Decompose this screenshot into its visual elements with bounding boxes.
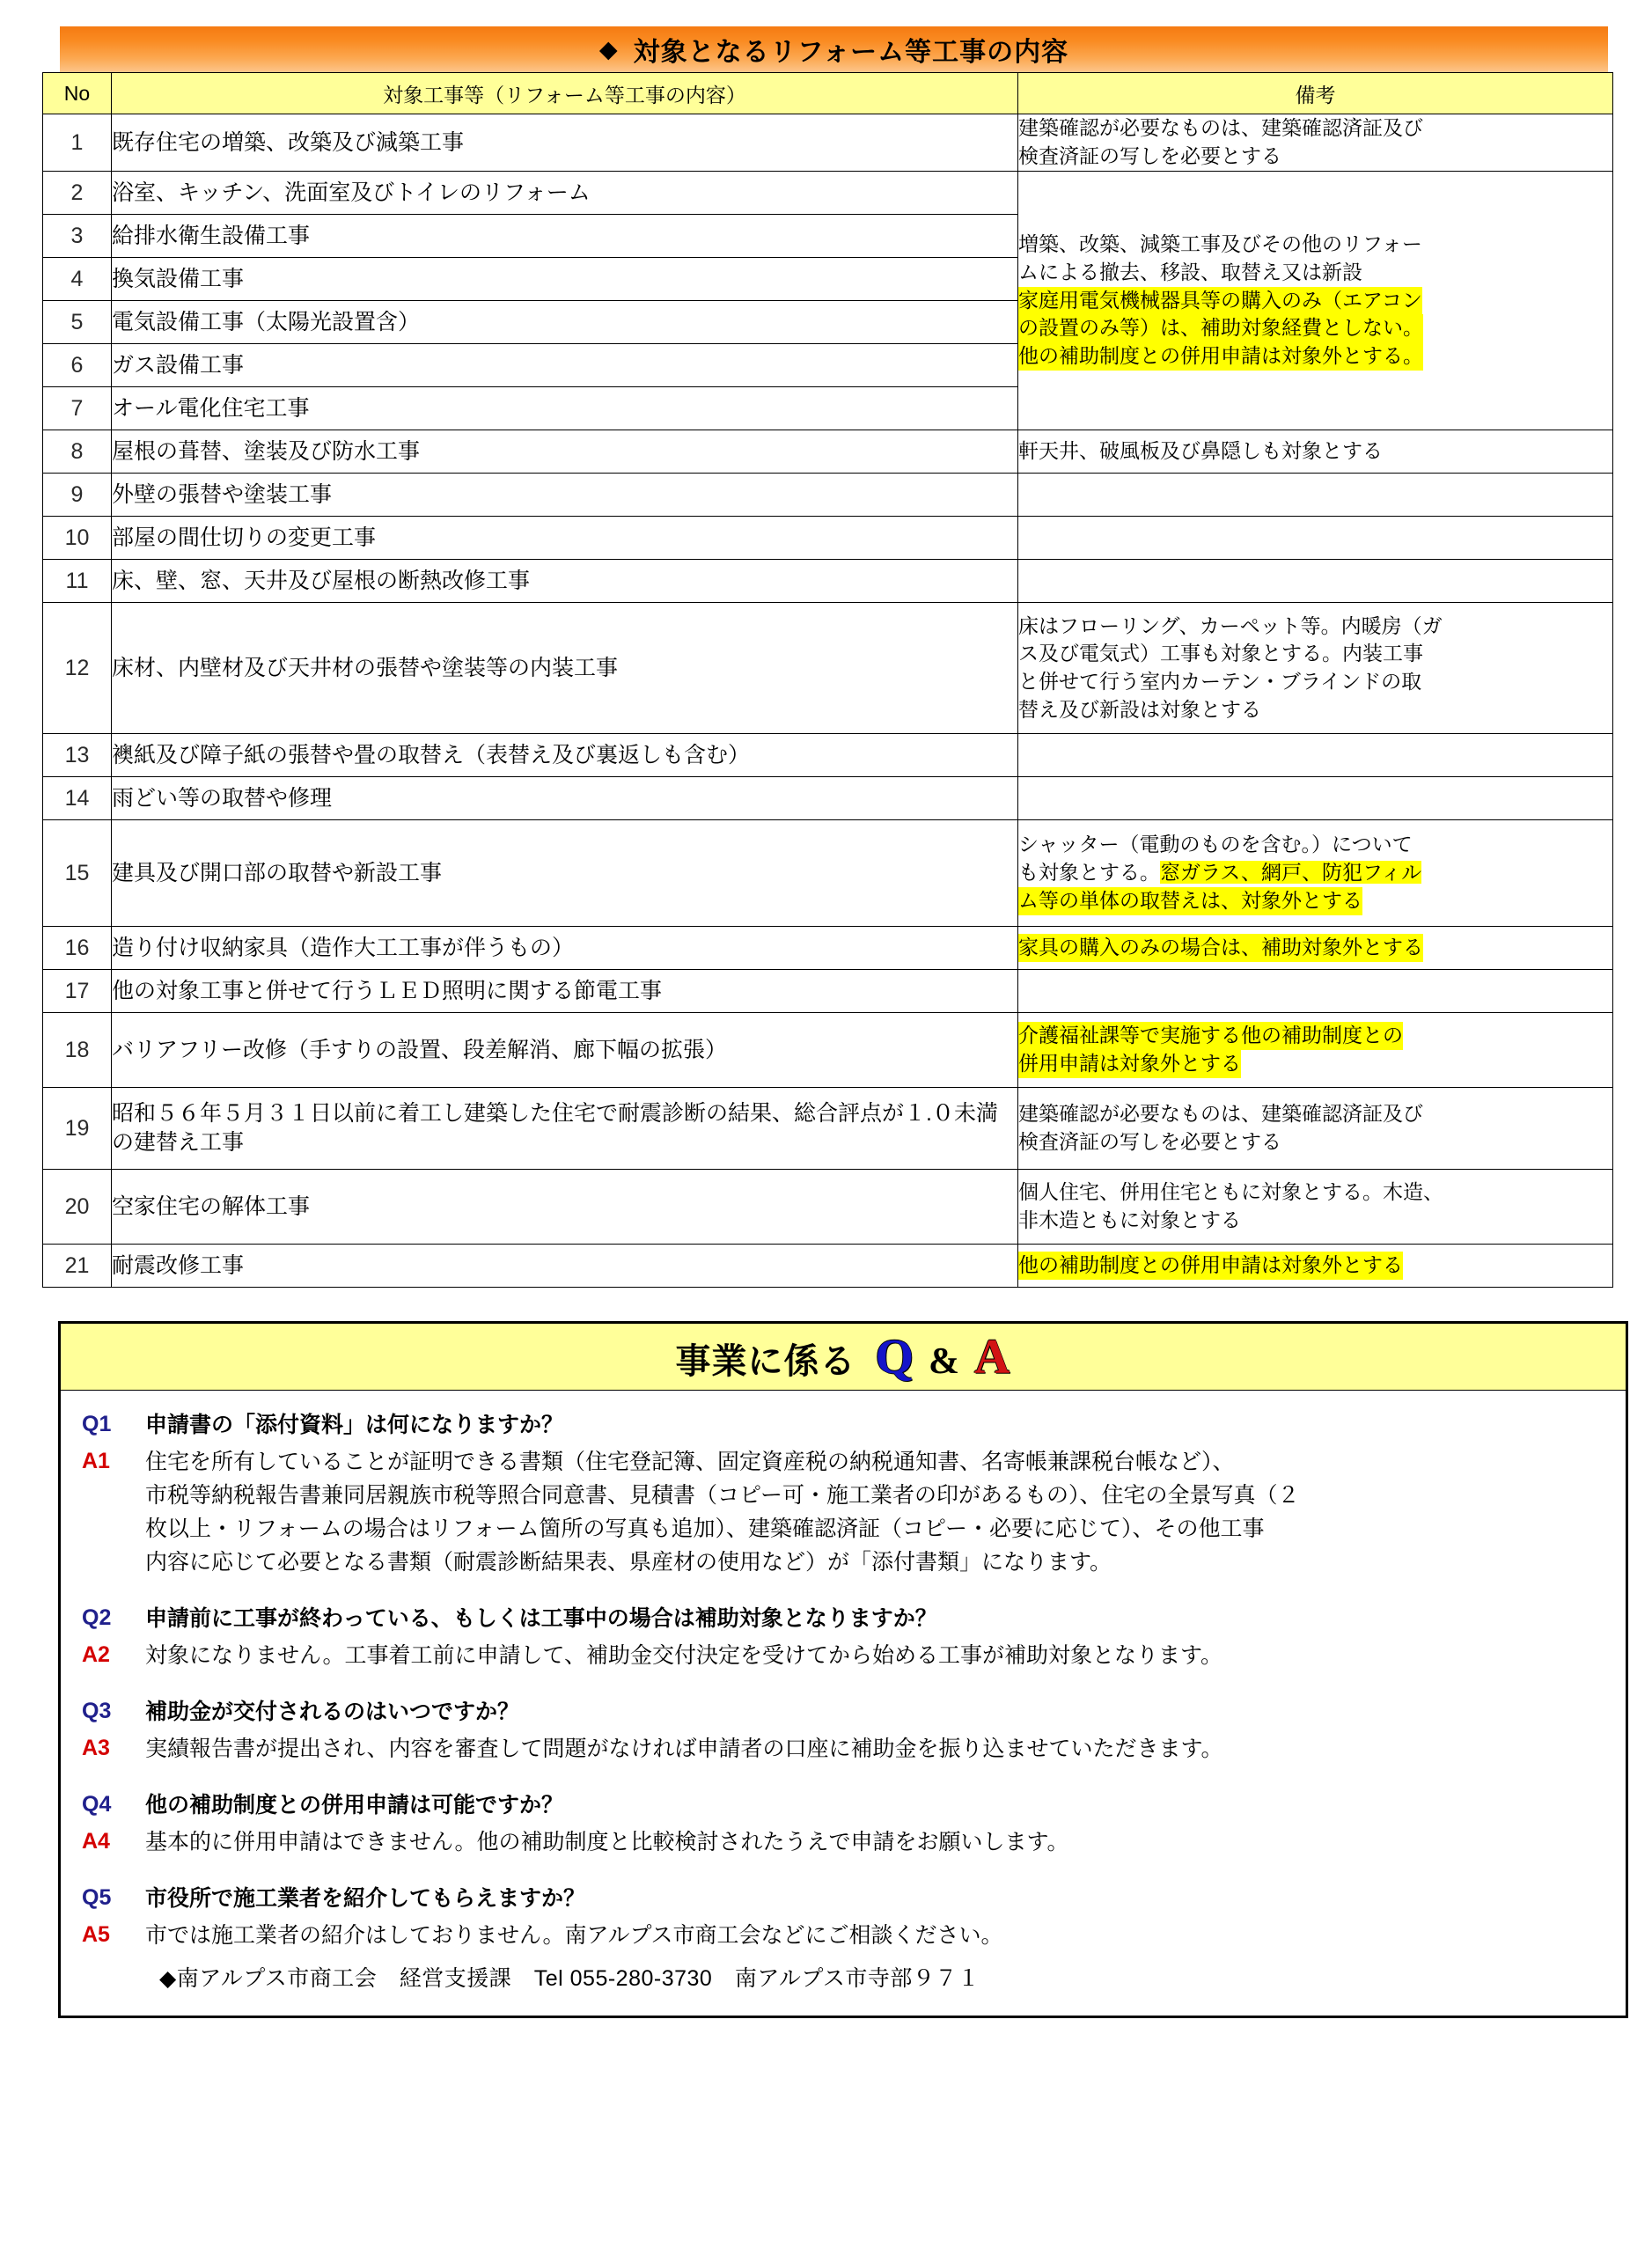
qa-header-label: 事業に係る [675,1341,856,1381]
row-note-empty [1018,734,1613,777]
row-no: 2 [43,172,112,215]
qa-answer-row [82,1732,1604,1766]
qa-header [61,1324,1626,1391]
diamond-icon: ◆ [598,35,618,62]
q-text: 市役所で施工業者を紹介してもらえますか？ [145,1886,586,1911]
row-work: 外壁の張替や塗装工事 [112,474,1018,517]
qa-header-q: Q [875,1329,915,1384]
table-row [43,1088,1613,1170]
contact-line: ◆南アルプス市商工会 経営支援課 Tel 055-280-3730 南アルプス市寺部９７１ [159,1966,980,1991]
row-work: 屋根の葺替、塗装及び防水工事 [112,430,1018,474]
row-note-empty [1018,474,1613,517]
qa-answer-row [82,1445,1604,1579]
row-no: 4 [43,258,112,301]
row-work: 床、壁、窓、天井及び屋根の断熱改修工事 [112,560,1018,603]
row-work: 他の対象工事と併せて行うＬＥＤ照明に関する節電工事 [112,970,1018,1013]
row-note-merged: 増築、改築、減築工事及びその他のリフォー ムによる撤去、移設、取替え又は新設 家庭用電気機械器具等の購入のみ（エアコン の設置のみ等）は、補助対象経費としない。 他の補助制度との併用申請は対象外とする。 [1018,172,1613,430]
row-no: 21 [43,1245,112,1288]
row-no: 6 [43,344,112,387]
a-text: 住宅を所有していることが証明できる書類（住宅登記簿、固定資産税の納税通知書、名寄帳兼課税台帳など）、 市税等納税報告書兼同居親族市税等照合同意書、見積書（コピー可・施工業者の印があるもの）、住宅の全景写真（２ 枚以上・リフォームの場合はリフォーム箇所の写真も追加）、建築確認済証（コピー・必要に応じて）、その他工事 内容に応じて必要となる書類（耐震診断結果表、県産材の使用など）が「添付書類」になります。 [145,1450,1300,1575]
a-text: 基本的に併用申請はできません。他の補助制度と比較検討されたうえで申請をお願いします。 [145,1830,1069,1854]
row-work: 造り付け収納家具（造作大工工事が伴うもの） [112,927,1018,970]
a-tag: A5 [82,1922,110,1947]
q-tag: Q2 [82,1605,112,1630]
qa-item [82,1695,1604,1766]
row-work: 換気設備工事 [112,258,1018,301]
row-no: 15 [43,820,112,927]
row-note: 他の補助制度との併用申請は対象外とする [1018,1245,1613,1288]
table-row [43,927,1613,970]
table-row [43,560,1613,603]
row-no: 11 [43,560,112,603]
banner-title: 対象となるリフォーム等工事の内容 [633,38,1069,67]
row-note: 建築確認が必要なものは、建築確認済証及び 検査済証の写しを必要とする [1018,1088,1613,1170]
row-note: 介護福祉課等で実施する他の補助制度との 併用申請は対象外とする [1018,1013,1613,1088]
qa-section [58,1321,1628,2018]
qa-question-row [82,1408,1604,1442]
table-row [43,970,1613,1013]
row-no: 3 [43,215,112,258]
row-no: 8 [43,430,112,474]
row-work: バリアフリー改修（手すりの設置、段差解消、廊下幅の拡張） [112,1013,1018,1088]
row-no: 13 [43,734,112,777]
row-work: 給排水衛生設備工事 [112,215,1018,258]
a-tag: A4 [82,1829,110,1854]
table-row [43,1013,1613,1088]
a-text: 市では施工業者の紹介はしておりません。南アルプス市商工会などにご相談ください。 [145,1923,1003,1948]
section-banner [60,26,1608,72]
q-text: 他の補助制度との併用申請は可能ですか？ [145,1793,564,1817]
row-note-empty [1018,777,1613,820]
qa-question-row [82,1602,1604,1635]
qa-item [82,1788,1604,1859]
table-row [43,517,1613,560]
qa-answer-row [82,1825,1604,1859]
table-row [43,734,1613,777]
qa-question-row [82,1882,1604,1915]
row-note: 個人住宅、併用住宅ともに対象とする。木造、 非木造ともに対象とする [1018,1170,1613,1245]
a-tag: A3 [82,1736,110,1760]
row-work: オール電化住宅工事 [112,387,1018,430]
table-row [43,430,1613,474]
table-row [43,603,1613,734]
row-work: 襖紙及び障子紙の張替や畳の取替え（表替え及び裏返しも含む） [112,734,1018,777]
a-tag: A2 [82,1642,110,1667]
column-header-work: 対象工事等（リフォーム等工事の内容） [112,73,1018,114]
row-note-empty [1018,970,1613,1013]
qa-body [61,1391,1626,2016]
table-row [43,172,1613,215]
row-no: 14 [43,777,112,820]
a-text: 対象になりません。工事着工前に申請して、補助金交付決定を受けてから始める工事が補助対象となります。 [145,1643,1223,1668]
row-note: シャッター（電動のものを含む。）について も対象とする。窓ガラス、網戸、防犯フィル ム等の単体の取替えは、対象外とする [1018,820,1613,927]
row-no: 1 [43,114,112,172]
row-note: 建築確認が必要なものは、建築確認済証及び 検査済証の写しを必要とする [1018,114,1613,172]
row-work: 空家住宅の解体工事 [112,1170,1018,1245]
row-work: 浴室、キッチン、洗面室及びトイレのリフォーム [112,172,1018,215]
row-no: 16 [43,927,112,970]
table-row [43,474,1613,517]
row-work: ガス設備工事 [112,344,1018,387]
row-no: 9 [43,474,112,517]
table-row [43,1245,1613,1288]
table-row [43,1170,1613,1245]
row-no: 17 [43,970,112,1013]
column-header-no: No [43,73,112,114]
q-tag: Q1 [82,1412,112,1436]
qa-question-row [82,1695,1604,1729]
row-no: 20 [43,1170,112,1245]
row-no: 7 [43,387,112,430]
row-work: 耐震改修工事 [112,1245,1018,1288]
row-work: 床材、内壁材及び天井材の張替や塗装等の内装工事 [112,603,1018,734]
qa-item [82,1602,1604,1672]
row-note-empty [1018,560,1613,603]
q-tag: Q3 [82,1699,112,1723]
table-row [43,114,1613,172]
row-work: 建具及び開口部の取替や新設工事 [112,820,1018,927]
row-no: 10 [43,517,112,560]
a-tag: A1 [82,1449,110,1473]
row-no: 12 [43,603,112,734]
column-header-note: 備考 [1018,73,1613,114]
qa-item [82,1882,1604,1993]
qa-answer-row [82,1639,1604,1672]
row-note: 家具の購入のみの場合は、補助対象外とする [1018,927,1613,970]
row-work: 既存住宅の増築、改築及び減築工事 [112,114,1018,172]
eligible-works-table [42,72,1613,1288]
table-row [43,777,1613,820]
q-tag: Q5 [82,1885,112,1910]
q-tag: Q4 [82,1792,112,1817]
table-header-row [43,73,1613,114]
a-text: 実績報告書が提出され、内容を審査して問題がなければ申請者の口座に補助金を振り込ませていただきます。 [145,1737,1223,1761]
row-no: 18 [43,1013,112,1088]
row-note: 床はフローリング、カーペット等。内暖房（ガ ス及び電気式）工事も対象とする。内装工事 と併せて行う室内カーテン・ブラインドの取 替え及び新設は対象とする [1018,603,1613,734]
qa-question-row [82,1788,1604,1822]
row-note: 軒天井、破風板及び鼻隠しも対象とする [1018,430,1613,474]
row-no: 5 [43,301,112,344]
row-work: 部屋の間仕切りの変更工事 [112,517,1018,560]
qa-header-a: A [974,1329,1011,1384]
qa-header-amp: & [929,1340,961,1382]
qa-answer-row [82,1919,1604,1952]
row-work: 雨どい等の取替や修理 [112,777,1018,820]
row-work: 電気設備工事（太陽光設置含） [112,301,1018,344]
q-text: 申請前に工事が終わっている、もしくは工事中の場合は補助対象となりますか？ [145,1606,937,1631]
row-work: 昭和５６年５月３１日以前に着工し建築した住宅で耐震診断の結果、総合評点が１.０未満の建替え工事 [112,1088,1018,1170]
row-note-empty [1018,517,1613,560]
qa-item [82,1408,1604,1579]
table-row [43,820,1613,927]
q-text: 補助金が交付されるのはいつですか？ [145,1700,520,1724]
q-text: 申請書の「添付資料」は何になりますか？ [145,1413,564,1437]
row-no: 19 [43,1088,112,1170]
